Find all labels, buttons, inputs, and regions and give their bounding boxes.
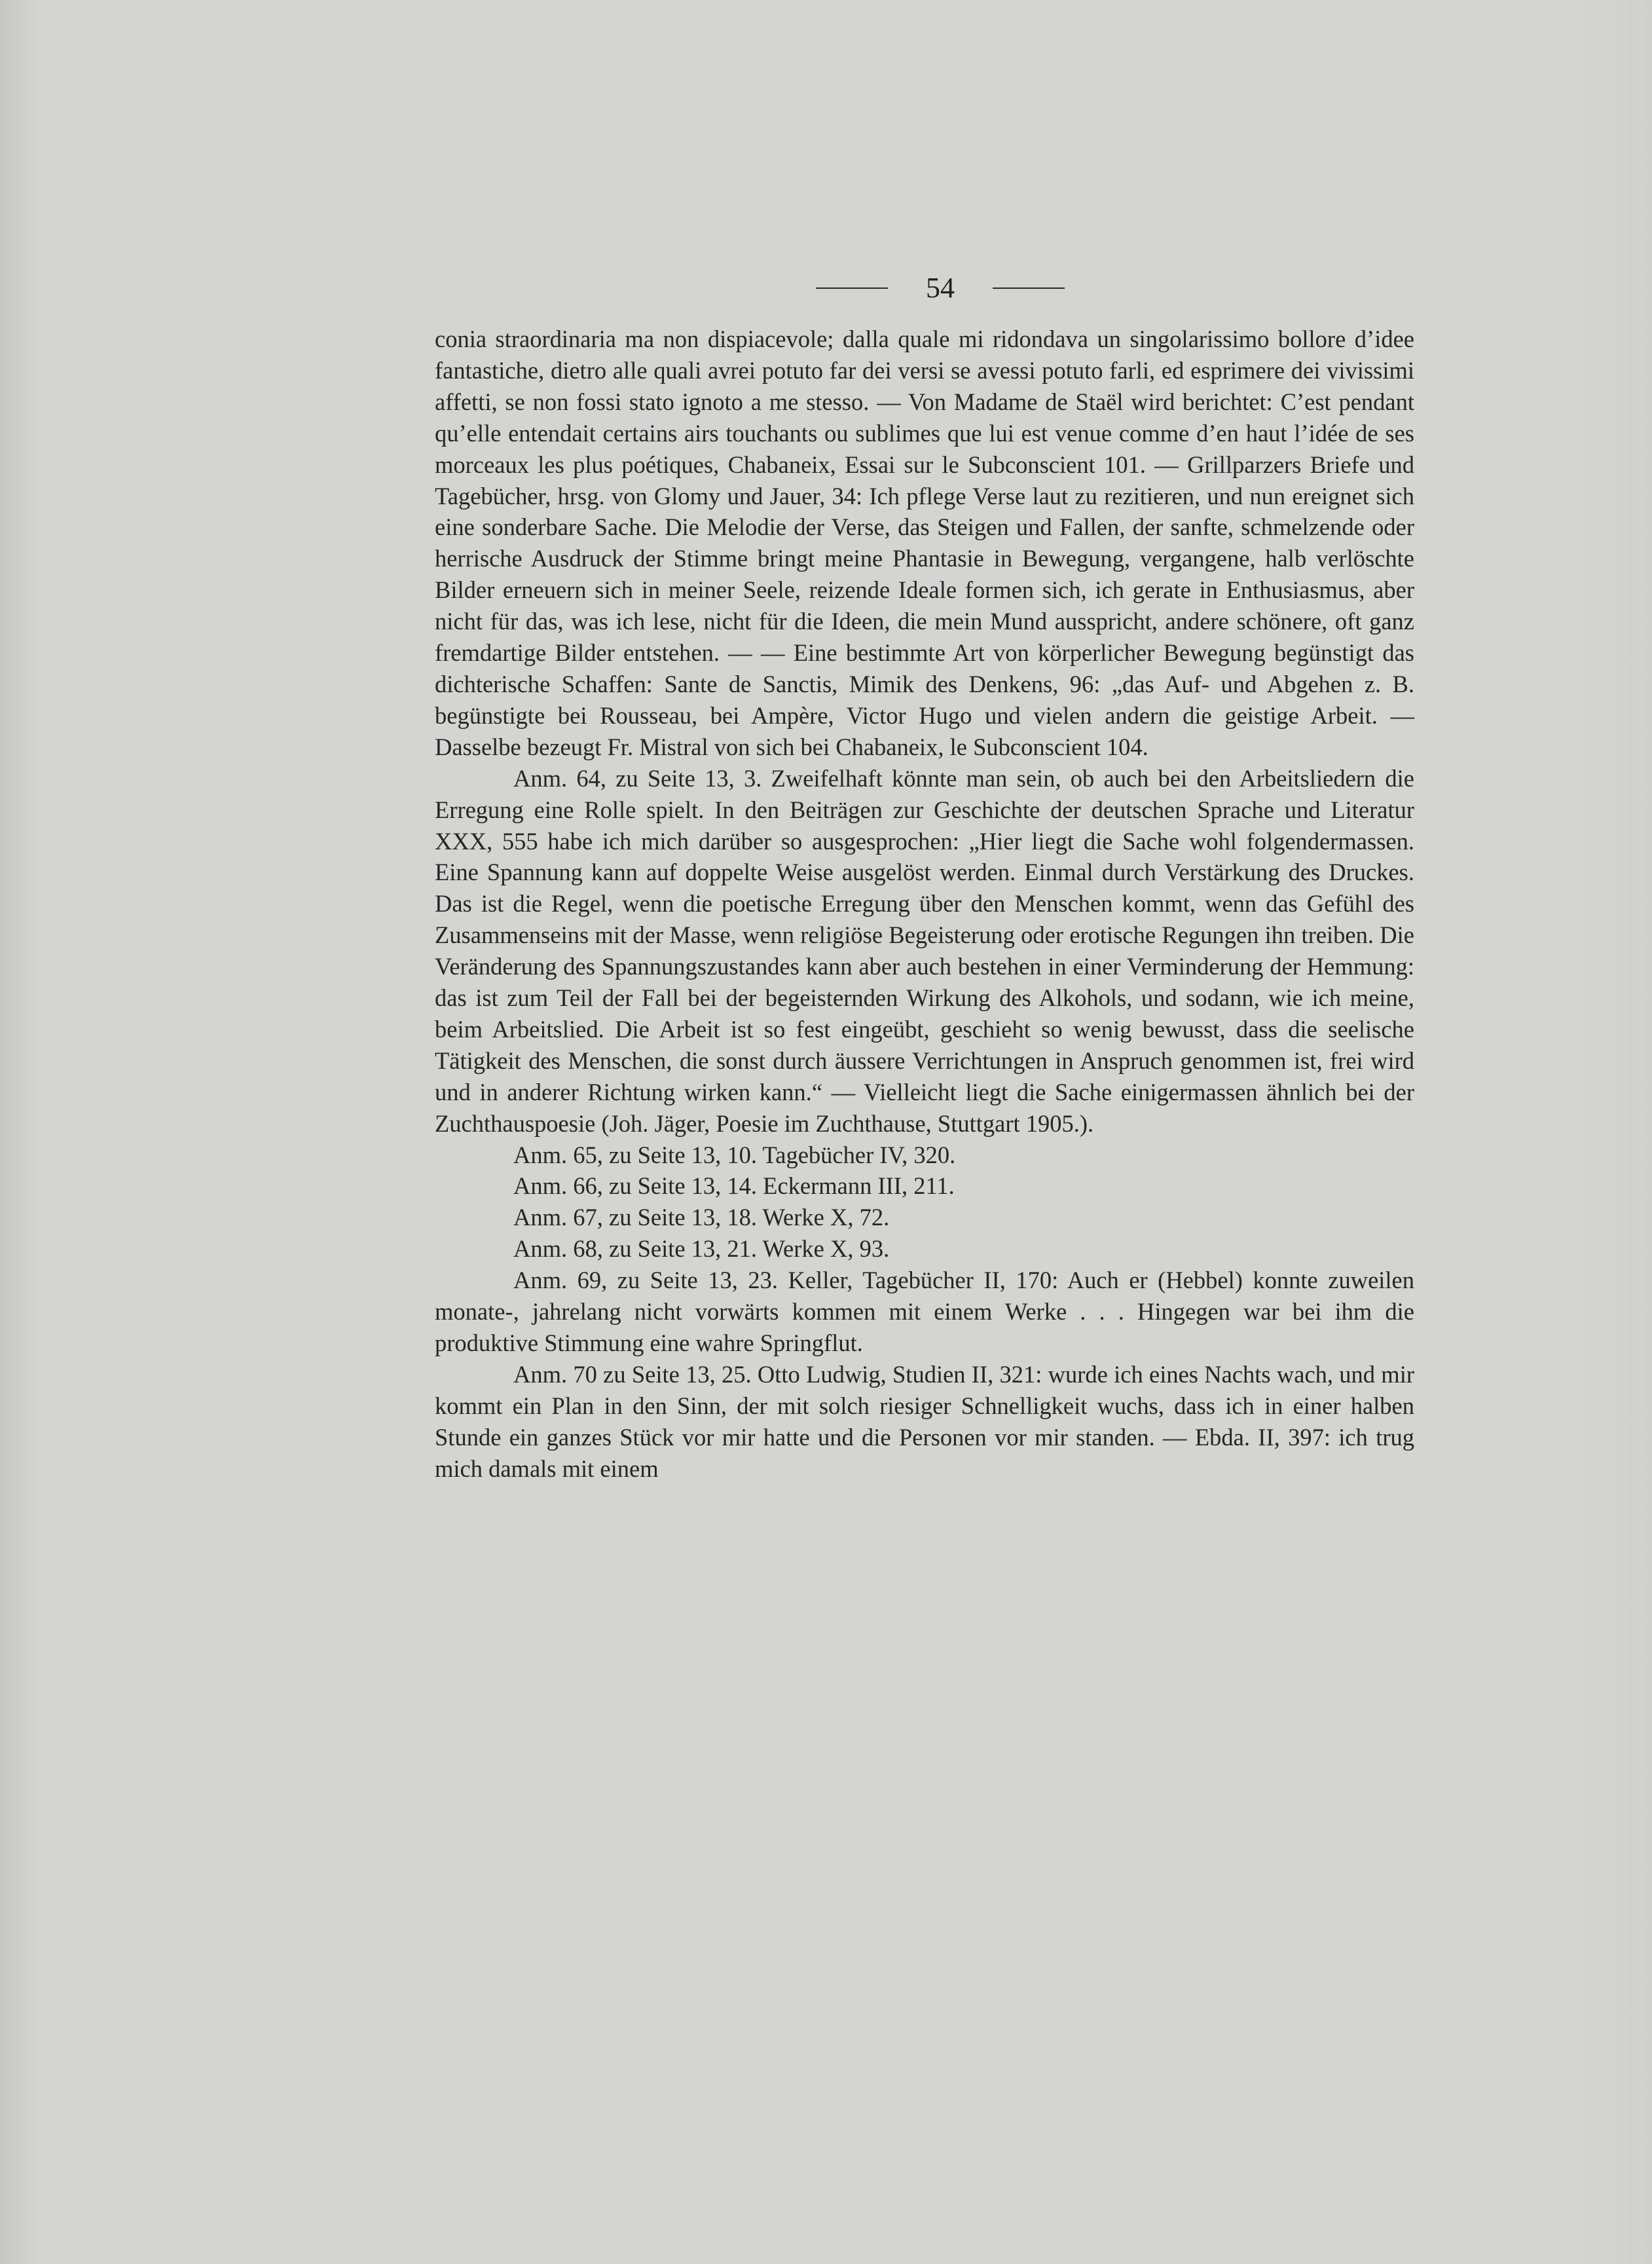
note-64-paragraph: Anm. 64, zu Seite 13, 3. Zweifelhaft könnte man sein, ob auch bei den Arbeitsliedern die Erregung eine Rolle spielt. In den Beiträgen zur Geschichte der deutschen Sprache und Literatur XXX, 555 habe ich mich darüber so ausgesprochen: „Hier liegt die Sache wohl folgendermassen. Eine Spannung kann auf doppelte Weise ausgelöst werden. Einmal durch Verstärkung des Druckes. Das ist die Regel, wenn die poetische Erregung über den Menschen kommt, wenn das Gefühl des Zusammenseins mit der Masse, wenn religiöse Begeisterung oder erotische Regungen ihn treiben. Die Veränderung des Spannungszustandes kann aber auch bestehen in einer Verminderung der Hemmung: das ist zum Teil der Fall bei der begeisternden Wirkung des Alkohols, und sodann, wie ich meine, beim Arbeitslied. Die Arbeit ist so fest eingeübt, geschieht so wenig bewusst, dass die seelische Tätigkeit des Menschen, die sonst durch äussere Verrichtungen in Anspruch genommen ist, frei wird und in anderer Richtung wirken kann.“ — Vielleicht liegt die Sache einigermassen ähnlich bei der Zuchthauspoesie (Joh. Jäger, Poesie im Zuchthause, Stuttgart 1905.). xyxy=(435,764,1414,1137)
page-number: 54 xyxy=(926,272,955,304)
note-68-line: Anm. 68, zu Seite 13, 21. Werke X, 93. xyxy=(513,1235,890,1263)
note-65-line: Anm. 65, zu Seite 13, 10. Tagebücher IV, 320. xyxy=(513,1141,956,1168)
note-67-line: Anm. 67, zu Seite 13, 18. Werke X, 72. xyxy=(513,1204,890,1231)
left-dash-rule xyxy=(816,288,888,289)
page-header xyxy=(816,269,1065,308)
note-69-paragraph: Anm. 69, zu Seite 13, 23. Keller, Tagebücher II, 170: Auch er (Hebbel) konnte zuweilen monate-, jahrelang nicht vorwärts kommen mit einem Werke . . . Hingegen war bei ihm die produktive Stimmung eine wahre Springflut. xyxy=(435,1267,1414,1356)
note-70-paragraph: Anm. 70 zu Seite 13, 25. Otto Ludwig, Studien II, 321: wurde ich eines Nachts wach, und mir kommt ein Plan in den Sinn, der mit solch riesiger Schnelligkeit wuchs, dass ich in einer halben Stunde ein ganzes Stück vor mir hatte und die Personen vor mir standen. — Ebda. II, 397: ich trug mich damals mit einem xyxy=(435,1360,1414,1482)
note-66-line: Anm. 66, zu Seite 13, 14. Eckermann III, 211. xyxy=(513,1172,955,1200)
body-text xyxy=(435,324,1414,1485)
right-dash-rule xyxy=(993,288,1065,289)
paragraph-continuation: conia straordinaria ma non dispiacevole; dalla quale mi ridondava un singolarissimo bollore d’idee fantastiche, dietro alle quali avrei potuto far dei versi se avessi potuto farli, ed esprimere dei vivissimi affetti, se non fossi stato ignoto a me stesso. — Von Madame de Staël wird berichtet: C’est pendant qu’elle entendait certains airs touchants ou sublimes que lui est venue comme d’en haut l’idée de ses morceaux les plus poétiques, Chabaneix, Essai sur le Subconscient 101. — Grillparzers Briefe und Tagebücher, hrsg. von Glomy und Jauer, 34: Ich pflege Verse laut zu rezitieren, und nun ereignet sich eine sonderbare Sache. Die Melodie der Verse, das Steigen und Fallen, der sanfte, schmelzende oder herrische Ausdruck der Stimme bringt meine Phantasie in Bewegung, vergangene, halb verlöschte Bilder erneuern sich in meiner Seele, reizende Ideale formen sich, ich gerate in Enthusiasmus, aber nicht für das, was ich lese, nicht für die Ideen, die mein Mund ausspricht, andere schönere, oft ganz fremdartige Bilder entstehen. — — Eine bestimmte Art von körperlicher Bewegung begünstigt das dichterische Schaffen: Sante de Sanctis, Mimik des Denkens, 96: „das Auf- und Abgehen z. B. begünstigte bei Rousseau, bei Ampère, Victor Hugo und vielen andern die geistige Arbeit. — Dasselbe bezeugt Fr. Mistral von sich bei Chabaneix, le Subconscient 104. xyxy=(435,325,1414,760)
